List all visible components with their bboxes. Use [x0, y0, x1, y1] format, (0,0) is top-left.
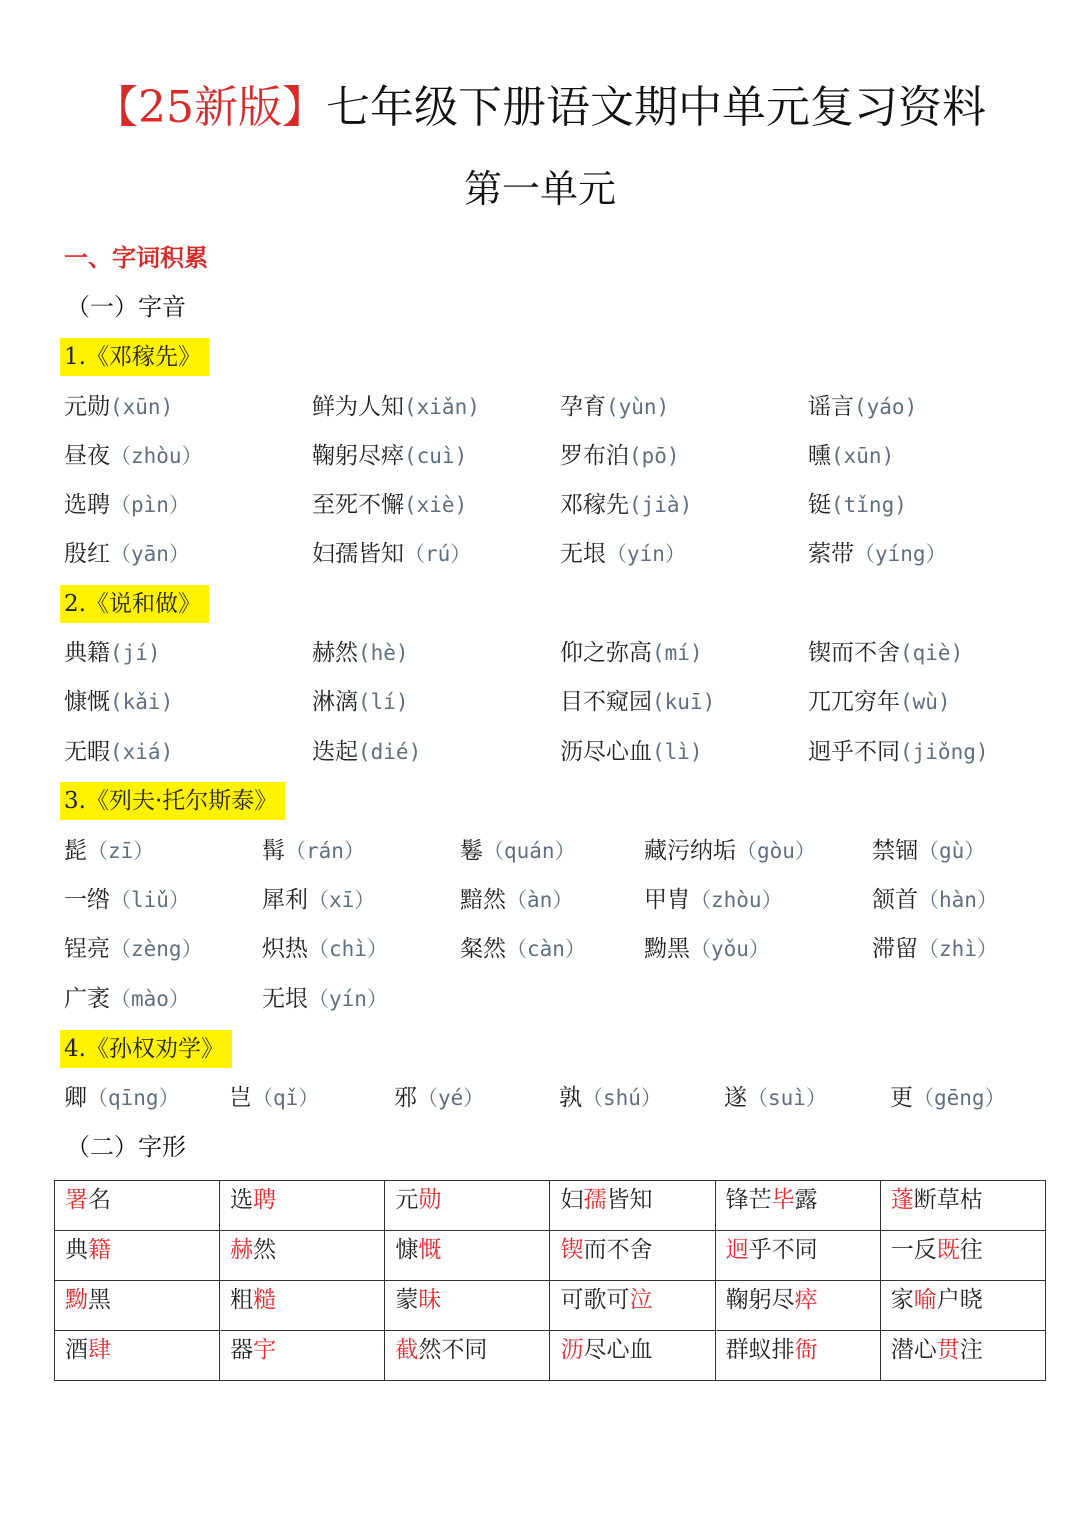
highlighted-char: 贯 — [936, 1337, 960, 1363]
word: 锃亮 — [64, 936, 110, 962]
pinyin: （quán） — [483, 839, 576, 863]
pronunciation-item — [560, 388, 669, 426]
glyph-cell — [55, 1231, 220, 1281]
word: 遂 — [724, 1085, 747, 1111]
word: 迭起 — [312, 739, 358, 765]
pronunciation-item — [64, 930, 203, 968]
plain-text: 可歌可 — [560, 1287, 630, 1313]
word: 髭 — [64, 838, 87, 864]
word: 邓稼先 — [560, 492, 629, 518]
pinyin: (tǐng) — [831, 493, 907, 517]
plain-text: 元 — [395, 1187, 419, 1213]
word: 迥乎不同 — [808, 739, 900, 765]
pronunciation-item — [64, 733, 173, 771]
pinyin: (dié) — [358, 740, 422, 764]
plain-text: 鞠躬尽 — [725, 1287, 795, 1313]
edition-tag: 【25新版】 — [94, 82, 326, 133]
plain-text: 而不舍 — [583, 1237, 653, 1263]
word: 罗布泊 — [560, 443, 629, 469]
highlighted-char: 泣 — [629, 1287, 653, 1313]
pinyin: (yùn) — [606, 395, 670, 419]
highlighted-char: 昧 — [418, 1287, 442, 1313]
pinyin: (kǎi) — [110, 690, 174, 714]
highlighted-char: 瘁 — [794, 1287, 818, 1313]
word: 黯然 — [460, 887, 506, 913]
table-row — [55, 1281, 1046, 1331]
pinyin: （càn） — [506, 937, 586, 961]
pinyin: (yáo) — [854, 395, 918, 419]
pinyin: （yān） — [110, 542, 190, 566]
pronunciation-item — [872, 881, 998, 919]
plain-text: 黑 — [88, 1287, 111, 1313]
pronunciation-item — [64, 437, 203, 475]
pinyin: （zhòu） — [690, 888, 783, 912]
table-row — [55, 1231, 1046, 1281]
highlighted-char: 慨 — [418, 1237, 442, 1263]
pronunciation-item — [64, 486, 190, 524]
lesson-title: 4.《孙权劝学》 — [60, 1030, 232, 1068]
plain-text: 器 — [230, 1337, 254, 1363]
subsection-pronunciation: （一）字音 — [66, 293, 186, 321]
word: 卿 — [64, 1085, 87, 1111]
pronunciation-item — [312, 683, 409, 721]
pinyin: （hàn） — [918, 888, 998, 912]
word: 昼夜 — [64, 443, 110, 469]
highlighted-char: 沥 — [560, 1337, 584, 1363]
glyph-cell — [55, 1281, 220, 1331]
pinyin: (pō) — [629, 444, 680, 468]
plain-text: 皆知 — [606, 1187, 653, 1213]
word: 殷红 — [64, 541, 110, 567]
pinyin: (kuī) — [652, 690, 716, 714]
pinyin: （qīng） — [87, 1086, 180, 1110]
word: 兀兀穷年 — [808, 689, 900, 715]
plain-text: 户晓 — [936, 1287, 983, 1313]
unit-title: 第一单元 — [463, 167, 616, 211]
pronunciation-item — [808, 733, 989, 771]
pinyin: (cuì) — [404, 444, 468, 468]
pinyin: （shú） — [582, 1086, 662, 1110]
word: 选聘 — [64, 492, 110, 518]
highlighted-char: 衙 — [794, 1337, 818, 1363]
glyph-cell — [55, 1181, 220, 1231]
pronunciation-item — [808, 486, 907, 524]
glyph-cell — [550, 1281, 715, 1331]
word: 髯 — [262, 838, 285, 864]
plain-text: 锋芒 — [725, 1187, 772, 1213]
word: 广袤 — [64, 986, 110, 1012]
word: 仰之弥高 — [560, 640, 652, 666]
glyph-cell — [880, 1181, 1045, 1231]
pinyin: （zhòu） — [110, 444, 203, 468]
glyph-cell — [550, 1331, 715, 1381]
word: 慷慨 — [64, 689, 110, 715]
pronunciation-item — [460, 930, 586, 968]
pinyin: (jiǒng) — [900, 740, 989, 764]
highlighted-char: 黝 — [65, 1287, 88, 1313]
pronunciation-item — [312, 733, 421, 771]
highlighted-char: 署 — [65, 1187, 88, 1213]
plain-text: 选 — [230, 1187, 254, 1213]
glyph-cell — [385, 1331, 550, 1381]
word: 曛 — [808, 443, 831, 469]
pronunciation-item — [808, 437, 894, 475]
highlighted-char: 聘 — [253, 1187, 277, 1213]
title-text: 七年级下册语文期中单元复习资料 — [326, 82, 986, 133]
pronunciation-item — [644, 930, 770, 968]
pronunciation-item — [872, 930, 998, 968]
plain-text: 名 — [88, 1187, 111, 1213]
word: 赫然 — [312, 640, 358, 666]
pronunciation-item — [64, 832, 154, 870]
pinyin: (xiǎn) — [404, 395, 480, 419]
word: 禁锢 — [872, 838, 918, 864]
pronunciation-item — [560, 733, 703, 771]
word: 邪 — [394, 1085, 417, 1111]
word: 妇孺皆知 — [312, 541, 404, 567]
glyph-table — [54, 1180, 1046, 1381]
glyph-cell — [55, 1331, 220, 1381]
pronunciation-item — [890, 1079, 1006, 1117]
word: 鲜为人知 — [312, 394, 404, 420]
plain-text: 慷 — [395, 1237, 419, 1263]
pinyin: （gòu） — [736, 839, 816, 863]
pronunciation-item — [229, 1079, 319, 1117]
plain-text: 蒙 — [395, 1287, 419, 1313]
highlighted-char: 赫 — [230, 1237, 254, 1263]
glyph-cell — [880, 1331, 1045, 1381]
highlighted-char: 蓬 — [890, 1187, 914, 1213]
pronunciation-item — [560, 683, 715, 721]
pinyin: （mào） — [110, 987, 190, 1011]
word: 一绺 — [64, 887, 110, 913]
word: 更 — [890, 1085, 913, 1111]
pronunciation-item — [808, 634, 963, 672]
pinyin: (wù) — [900, 690, 951, 714]
pinyin: (xūn) — [831, 444, 895, 468]
glyph-cell — [715, 1331, 880, 1381]
section-heading-vocab: 一、字词积累 — [64, 243, 208, 272]
pronunciation-item — [64, 980, 190, 1018]
glyph-cell — [220, 1281, 385, 1331]
word: 藏污纳垢 — [644, 838, 736, 864]
plain-text: 一反 — [890, 1237, 937, 1263]
pronunciation-item — [559, 1079, 662, 1117]
pronunciation-item — [394, 1079, 484, 1117]
word: 铤 — [808, 492, 831, 518]
glyph-cell — [880, 1231, 1045, 1281]
pronunciation-item — [644, 881, 783, 919]
pinyin: （suì） — [747, 1086, 827, 1110]
pinyin: (hè) — [358, 641, 409, 665]
word: 岂 — [229, 1085, 252, 1111]
pronunciation-item — [262, 980, 388, 1018]
glyph-cell — [715, 1231, 880, 1281]
table-row — [55, 1181, 1046, 1231]
word: 淋漓 — [312, 689, 358, 715]
word: 孰 — [559, 1085, 582, 1111]
pronunciation-item — [808, 535, 947, 573]
word: 无暇 — [64, 739, 110, 765]
pinyin: （qǐ） — [252, 1086, 320, 1110]
plain-text: 然 — [253, 1237, 277, 1263]
pinyin: (jià) — [629, 493, 693, 517]
highlighted-char: 迥 — [725, 1237, 749, 1263]
lesson-title: 3.《列夫·托尔斯泰》 — [60, 782, 285, 820]
plain-text: 妇 — [560, 1187, 584, 1213]
pinyin: (xūn) — [110, 395, 174, 419]
pinyin: (qiè) — [900, 641, 964, 665]
pinyin: (xiè) — [404, 493, 468, 517]
pinyin: （gù） — [918, 839, 986, 863]
word: 滞留 — [872, 936, 918, 962]
pronunciation-item — [64, 634, 161, 672]
pronunciation-item — [312, 437, 467, 475]
pinyin: (xiá) — [110, 740, 174, 764]
pinyin: （zèng） — [110, 937, 203, 961]
plain-text: 群蚁排 — [725, 1337, 795, 1363]
pinyin: （yǒu） — [690, 937, 770, 961]
pronunciation-item — [262, 832, 365, 870]
document-title — [0, 80, 1080, 136]
word: 犀利 — [262, 887, 308, 913]
glyph-cell — [220, 1231, 385, 1281]
word: 无垠 — [560, 541, 606, 567]
word: 黝黑 — [644, 936, 690, 962]
word: 孕育 — [560, 394, 606, 420]
glyph-cell — [550, 1231, 715, 1281]
plain-text: 乎不同 — [748, 1237, 818, 1263]
highlighted-char: 勋 — [418, 1187, 442, 1213]
pronunciation-item — [64, 881, 190, 919]
pronunciation-item — [64, 388, 173, 426]
pronunciation-item — [64, 1079, 180, 1117]
plain-text: 潜心 — [890, 1337, 937, 1363]
highlighted-char: 既 — [936, 1237, 960, 1263]
pronunciation-item — [560, 486, 692, 524]
glyph-cell — [220, 1331, 385, 1381]
word: 锲而不舍 — [808, 640, 900, 666]
pinyin: （pìn） — [110, 493, 190, 517]
pronunciation-item — [262, 930, 388, 968]
pinyin: （zī） — [87, 839, 155, 863]
plain-text: 露 — [794, 1187, 818, 1213]
word: 至死不懈 — [312, 492, 404, 518]
pinyin: (lí) — [358, 690, 409, 714]
word: 鬈 — [460, 838, 483, 864]
glyph-cell — [385, 1181, 550, 1231]
subsection-glyphs: （二）字形 — [66, 1133, 186, 1161]
glyph-cell — [220, 1181, 385, 1231]
pronunciation-item — [724, 1079, 827, 1117]
highlighted-char: 截 — [395, 1337, 419, 1363]
pronunciation-item — [460, 881, 573, 919]
pinyin: （yé） — [417, 1086, 485, 1110]
pronunciation-item — [560, 437, 680, 475]
lesson-title: 2.《说和做》 — [60, 585, 209, 623]
pinyin: （yíng） — [854, 542, 947, 566]
pronunciation-item — [808, 388, 917, 426]
lesson-title: 1.《邓稼先》 — [60, 338, 209, 376]
glyph-cell — [385, 1231, 550, 1281]
pronunciation-item — [560, 535, 686, 573]
pinyin: (jí) — [110, 641, 161, 665]
highlighted-char: 锲 — [560, 1237, 584, 1263]
pinyin: （rú） — [404, 542, 472, 566]
word: 粲然 — [460, 936, 506, 962]
pronunciation-item — [808, 683, 951, 721]
plain-text: 酒 — [65, 1337, 88, 1363]
pronunciation-item — [312, 486, 467, 524]
word: 目不窥园 — [560, 689, 652, 715]
pronunciation-item — [872, 832, 985, 870]
highlighted-char: 糙 — [253, 1287, 277, 1313]
pinyin: （yín） — [606, 542, 686, 566]
pinyin: （liǔ） — [110, 888, 190, 912]
word: 鞠躬尽瘁 — [312, 443, 404, 469]
highlighted-char: 籍 — [88, 1237, 111, 1263]
pinyin: （àn） — [506, 888, 574, 912]
word: 典籍 — [64, 640, 110, 666]
pinyin: （xī） — [308, 888, 376, 912]
pronunciation-item — [644, 832, 816, 870]
plain-text: 然不同 — [418, 1337, 488, 1363]
pronunciation-item — [560, 634, 703, 672]
plain-text: 注 — [959, 1337, 983, 1363]
glyph-cell — [715, 1281, 880, 1331]
glyph-cell — [715, 1181, 880, 1231]
highlighted-char: 喻 — [913, 1287, 937, 1313]
pinyin: （yín） — [308, 987, 388, 1011]
pinyin: （zhì） — [918, 937, 998, 961]
pronunciation-item — [64, 535, 190, 573]
word: 无垠 — [262, 986, 308, 1012]
word: 元勋 — [64, 394, 110, 420]
pronunciation-item — [312, 634, 409, 672]
glyph-cell — [550, 1181, 715, 1231]
highlighted-char: 毕 — [771, 1187, 795, 1213]
glyph-cell — [385, 1281, 550, 1331]
pinyin: （rán） — [285, 839, 365, 863]
pronunciation-item — [64, 683, 173, 721]
highlighted-char: 宇 — [253, 1337, 277, 1363]
plain-text: 断草枯 — [913, 1187, 983, 1213]
plain-text: 典 — [65, 1237, 88, 1263]
word: 谣言 — [808, 394, 854, 420]
word: 炽热 — [262, 936, 308, 962]
pronunciation-item — [312, 535, 471, 573]
plain-text: 粗 — [230, 1287, 254, 1313]
pronunciation-item — [460, 832, 576, 870]
pronunciation-item — [312, 388, 480, 426]
highlighted-char: 肆 — [88, 1337, 111, 1363]
word: 甲胄 — [644, 887, 690, 913]
pronunciation-item — [262, 881, 375, 919]
pinyin: （gēng） — [913, 1086, 1006, 1110]
plain-text: 尽心血 — [583, 1337, 653, 1363]
plain-text: 往 — [959, 1237, 983, 1263]
pinyin: （chì） — [308, 937, 388, 961]
table-row — [55, 1331, 1046, 1381]
glyph-cell — [880, 1281, 1045, 1331]
plain-text: 家 — [890, 1287, 914, 1313]
word: 颔首 — [872, 887, 918, 913]
highlighted-char: 孺 — [583, 1187, 607, 1213]
pinyin: (lì) — [652, 740, 703, 764]
pinyin: (mí) — [652, 641, 703, 665]
word: 萦带 — [808, 541, 854, 567]
word: 沥尽心血 — [560, 739, 652, 765]
